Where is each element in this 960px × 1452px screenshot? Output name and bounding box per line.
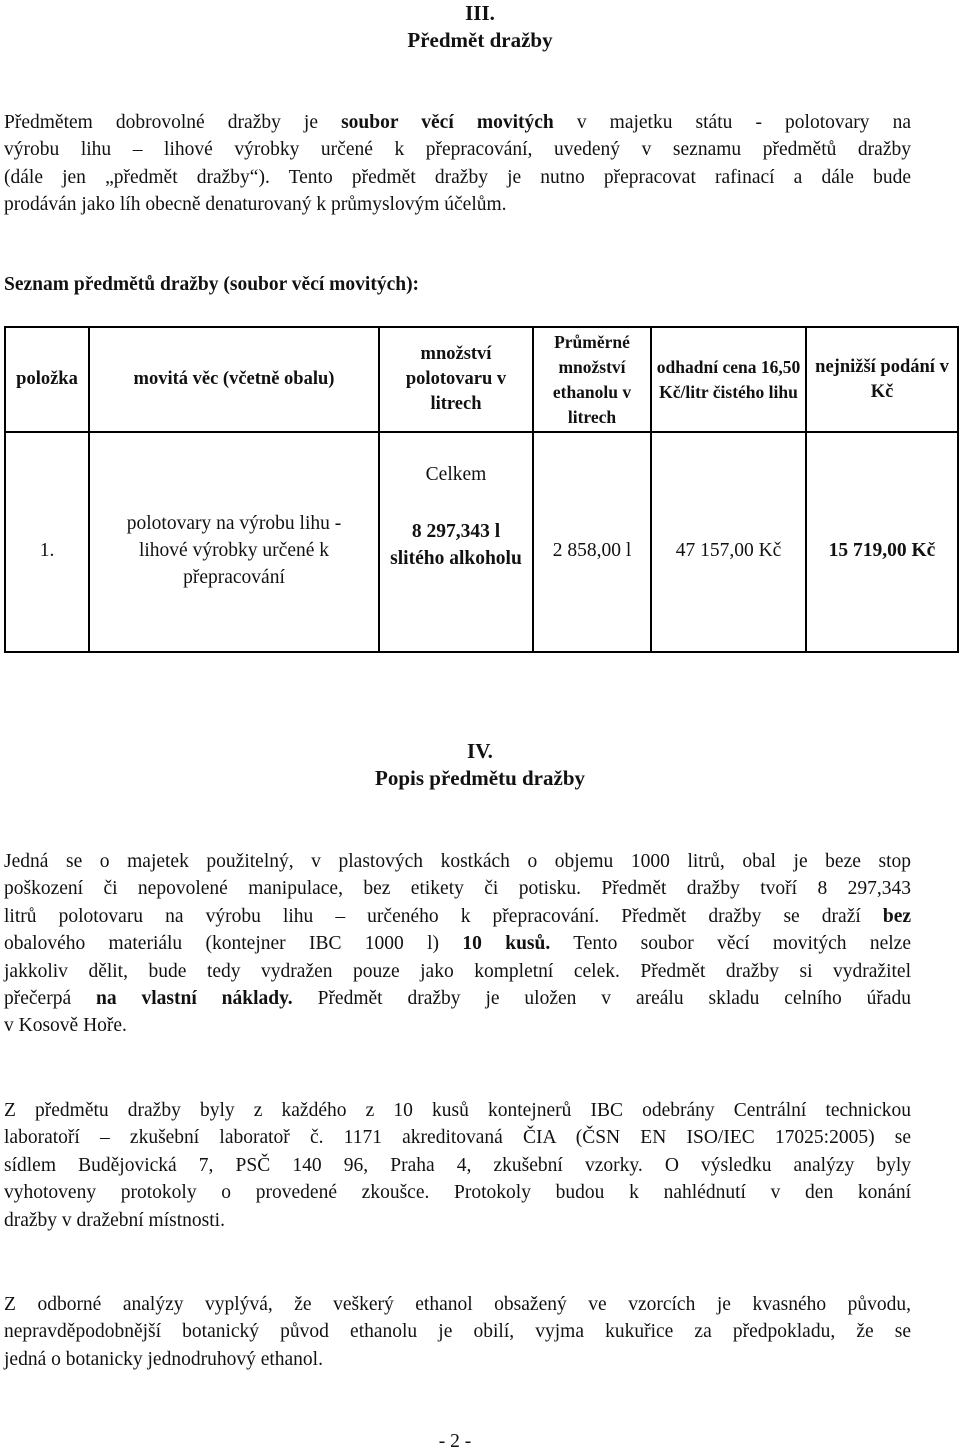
description-paragraph-2 — [4, 1097, 911, 1234]
table-row — [5, 432, 958, 652]
p1-line-1: Jedná se o majetek použitelný, v plastových kostkách o objemu 1000 litrů, obal je beze stop — [4, 851, 911, 872]
header-estimate: odhadní cena 16,50 Kč/litr čistého lihu — [651, 327, 806, 432]
cell-ethanol: 2 858,00 l — [533, 432, 651, 652]
p3-line-2: nepravděpodobnější botanický původ ethanolu je obilí, vyjma kukuřice za předpokladu, že se — [4, 1321, 911, 1343]
p3-line-3: jedná o botanicky jednodruhový ethanol. — [4, 1348, 323, 1370]
description-paragraph-3 — [4, 1291, 911, 1373]
p1-line-5: jakkoliv dělit, bude tedy vydražen pouze jako kompletní celek. Předmět dražby si vydražitel — [4, 960, 911, 982]
list-heading: Seznam předmětů dražby (soubor věcí movitých): — [4, 274, 420, 295]
p1-bold-bez: bez — [882, 905, 911, 927]
p1-line-6-text: přečerpá — [4, 988, 72, 1010]
p1-line-2: poškození či nepovolené manipulace, bez etikety či potisku. Předmět dražby tvoří 8 297,343 — [4, 878, 911, 900]
p1-line-6 — [4, 985, 911, 1012]
p1-line-4 — [4, 930, 911, 957]
cell-quantity-value: 8 297,343 l slitého alkoholu — [390, 521, 522, 569]
header-thing: movitá věc (včetně obalu) — [89, 327, 379, 432]
items-table — [4, 326, 959, 653]
p2-line-3: sídlem Budějovická 7, PSČ 140 96, Praha 4, zkušební vzorky. O výsledku analýzy byly — [4, 1154, 911, 1176]
p2-line-2: laboratoří – zkušební laboratoř č. 1171 akreditovaná ČIA (ČSN EN ISO/IEC 17025:2005) se — [4, 1127, 911, 1149]
p1-line-6-tail: Předmět dražby je uložen v areálu skladu celního úřadu — [317, 988, 912, 1010]
p1-line-4-tail: Tento soubor věcí movitých nelze — [573, 933, 911, 955]
p1-bold-count: 10 kusů. — [462, 933, 551, 955]
intro-line-2: výrobu lihu – lihové výrobky určené k přepracování, uvedený v seznamu předmětů dražby — [4, 139, 911, 161]
cell-thing: polotovary na výrobu lihu - lihové výrobky určené k přepracování — [89, 432, 379, 652]
p1-bold-costs: na vlastní náklady. — [96, 988, 293, 1010]
p1-line-3-text: litrů polotovaru na výrobu lihu – určeného k přepracování. Předmět dražby se draží — [4, 905, 861, 927]
section-4-number: IV. — [467, 739, 493, 763]
p1-line-7: v Kosově Hoře. — [4, 1015, 127, 1037]
intro-paragraph — [4, 109, 911, 219]
p3-line-1: Z odborné analýzy vyplývá, že veškerý ethanol obsažený ve vzorcích je kvasného původu, — [4, 1294, 911, 1315]
intro-line-4: prodáván jako líh obecně denaturovaný k průmyslovým účelům. — [4, 194, 507, 216]
p2-line-1: Z předmětu dražby byly z každého z 10 kusů kontejnerů IBC odebrány Centrální technickou — [4, 1100, 911, 1121]
intro-line-1 — [4, 109, 911, 136]
total-label: Celkem — [425, 464, 487, 485]
header-item: položka — [5, 327, 89, 432]
header-ethanol: Průměrné množství ethanolu v litrech — [533, 327, 651, 432]
cell-quantity — [379, 432, 533, 652]
p1-line-4-text: obalového materiálu (kontejner IBC 1000 l) — [4, 933, 440, 955]
intro-bold-phrase: soubor věcí movitých — [341, 112, 554, 133]
intro-line-1-tail: v majetku státu - polotovary na — [553, 112, 912, 133]
description-paragraph-1 — [4, 848, 911, 1040]
page-number: - 2 - — [438, 1431, 472, 1452]
section-3-number: III. — [465, 1, 495, 25]
intro-line-1-text: Předmětem dobrovolné dražby je — [4, 112, 342, 133]
cell-lowest-bid: 15 719,00 Kč — [806, 432, 958, 652]
header-lowest-bid: nejnižší podání v Kč — [806, 327, 958, 432]
p2-line-5: dražby v dražební místnosti. — [4, 1209, 225, 1231]
header-quantity: množství polotovaru v litrech — [379, 327, 533, 432]
cell-item: 1. — [5, 432, 89, 652]
cell-estimate: 47 157,00 Kč — [651, 432, 806, 652]
table-header-row — [5, 327, 958, 432]
p1-line-3 — [4, 903, 911, 930]
intro-line-3: (dále jen „předmět dražby“). Tento předmět dražby je nutno přepracovat rafinací a dále bude — [4, 166, 911, 188]
section-3-title: Předmět dražby — [407, 28, 553, 52]
section-4-title: Popis předmětu dražby — [375, 766, 585, 790]
p2-line-4: vyhotoveny protokoly o provedené zkoušce. Protokoly budou k nahlédnutí v den konání — [4, 1182, 911, 1204]
